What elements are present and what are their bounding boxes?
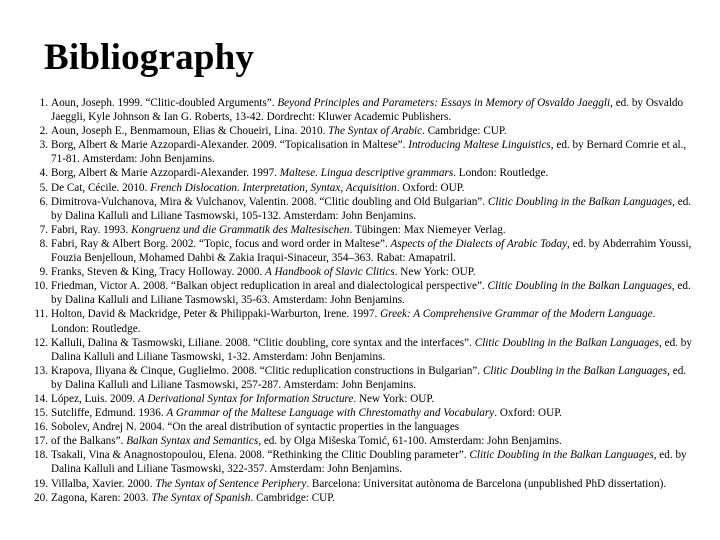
reference-number: 8. — [39, 237, 48, 250]
reference-item — [20, 195, 692, 223]
reference-title: The Syntax of Sentence Periphery — [155, 477, 307, 490]
reference-title: Clitic Doubling in the Balkan Languages — [482, 364, 668, 377]
reference-text: , ed. by Osvaldo Jaeggli, Kyle Johnson & Ian G. Roberts, 13-42. Dordrecht: Kluwer Academic Publishers. — [51, 97, 684, 124]
reference-item — [20, 307, 692, 335]
reference-text: , ed. by Abderrahim Youssi, Fouzia Benjelloun, Mohamed Dahbi & Zakia Iraqui-Sinaceur, 354–363. Rabat: Amapatril. — [51, 237, 692, 265]
reference-number: 14. — [34, 392, 48, 405]
reference-item — [20, 279, 692, 307]
reference-list — [20, 96, 692, 505]
reference-text: of the Balkans”. — [51, 435, 127, 448]
reference-number: 11. — [34, 308, 48, 321]
reference-text: . London: Routledge. — [453, 167, 549, 180]
reference-title: A Derivational Syntax for Information Structure — [138, 392, 354, 405]
reference-item — [20, 434, 692, 448]
reference-text: , ed. by Dalina Kalluli and Liliane Tasmowski, 1-32. Amsterdam: John Benjamins. — [51, 336, 692, 363]
reference-title: Clitic Doubling in the Balkan Languages — [469, 449, 654, 462]
reference-number: 4. — [39, 167, 48, 180]
reference-item — [20, 265, 692, 279]
reference-number: 13. — [34, 364, 48, 377]
reference-text: Sobolev, Andrej N. 2004. “On the areal distribution of syntactic properties in the languages — [51, 421, 460, 434]
reference-item — [20, 124, 692, 138]
page-title: Bibliography — [44, 37, 255, 78]
reference-text: Fabri, Ray & Albert Borg. 2002. “Topic, focus and word order in Maltese”. — [51, 237, 391, 250]
reference-number: 20. — [34, 491, 48, 504]
reference-text: Franks, Steven & King, Tracy Holloway. 2000. — [51, 266, 266, 279]
reference-text: Borg, Albert & Marie Azzopardi-Alexander. 2009. “Topicalisation in Maltese”. — [51, 139, 409, 152]
reference-text: , ed. by Bernard Comrie et al., 71-81. Amsterdam: John Benjamins. — [51, 139, 687, 166]
reference-title: A Handbook of Slavic Clitics — [265, 266, 395, 279]
reference-title: Maltese. Lingua descriptive grammars — [279, 167, 454, 180]
reference-number: 3. — [39, 139, 48, 152]
reference-item — [20, 336, 692, 364]
reference-item — [20, 166, 692, 180]
reference-title: Beyond Principles and Parameters: Essays in Memory of Osvaldo Jaeggli — [277, 97, 611, 109]
reference-text: Friedman, Victor A. 2008. “Balkan object reduplication in areal and dialectological perspective”. — [51, 280, 488, 293]
reference-number: 5. — [39, 181, 48, 194]
reference-title: Introducing Maltese Linguistics — [408, 139, 551, 152]
reference-text: . New York: OUP. — [353, 392, 435, 405]
reference-title: Balkan Syntax and Semantics — [126, 435, 259, 448]
reference-item — [20, 237, 692, 265]
reference-number: 19. — [34, 477, 48, 490]
reference-text: . Tübingen: Max Niemeyer Verlag. — [349, 223, 506, 236]
reference-number: 10. — [34, 280, 48, 293]
reference-number: 12. — [34, 336, 48, 349]
reference-number: 15. — [34, 407, 48, 420]
reference-text: . Oxford: OUP. — [494, 407, 562, 420]
reference-item — [20, 392, 692, 406]
reference-text: De Cat, Cécile. 2010. — [51, 181, 151, 194]
reference-text: , ed. by Dalina Kalluli and Liliane Tasmowski, 257-287. Amsterdam: John Benjamins. — [51, 364, 687, 391]
reference-number: 1. — [39, 97, 48, 109]
reference-number: 18. — [34, 449, 48, 462]
reference-title: Clitic Doubling in the Balkan Languages — [487, 280, 672, 293]
reference-text: . New York: OUP. — [394, 266, 476, 279]
reference-item — [20, 181, 692, 195]
reference-text: Aoun, Joseph E., Benmamoun, Elias & Choueiri, Lina. 2010. — [51, 125, 329, 138]
reference-title: French Dislocation. Interpretation, Syntax, Acquisition — [150, 181, 397, 194]
reference-text: , ed. by Dalina Kalluli and Liliane Tasmowski, 322-357. Amsterdam: John Benjamins. — [51, 449, 687, 476]
reference-text: . Oxford: OUP. — [396, 181, 465, 194]
reference-title: Clitic Doubling in the Balkan Languages — [487, 195, 673, 208]
reference-title: Greek: A Comprehensive Grammar of the Modern Language — [380, 308, 653, 321]
reference-item — [20, 406, 692, 420]
reference-text: . London: Routledge. — [51, 308, 656, 335]
reference-text: , ed. by Olga Mišeska Tomić, 61-100. Amsterdam: John Benjamins. — [258, 435, 562, 448]
reference-item — [20, 364, 692, 392]
reference-text: Aoun, Joseph. 1999. “Clitic-doubled Arguments”. — [51, 97, 278, 109]
reference-item — [20, 96, 692, 124]
reference-text: Fabri, Ray. 1993. — [51, 223, 132, 236]
reference-text: López, Luis. 2009. — [51, 392, 138, 405]
reference-number: 7. — [39, 223, 48, 236]
reference-text: Kalluli, Dalina & Tasmowski, Liliane. 2008. “Clitic doubling, core syntax and the interfaces”. — [51, 336, 475, 349]
reference-number: 17. — [34, 435, 48, 448]
reference-text: Holton, David & Mackridge, Peter & Philippaki-Warburton, Irene. 1997. — [51, 308, 381, 321]
reference-text: , ed. by Dalina Kalluli and Liliane Tasmowski, 105-132. Amsterdam: John Benjamins. — [51, 195, 692, 222]
reference-text: . Cambridge: CUP. — [250, 491, 336, 504]
reference-number: 2. — [39, 125, 48, 138]
reference-text: . Barcelona: Universitat autònoma de Barcelona (unpublished PhD dissertation). — [306, 477, 667, 490]
reference-text: , ed. by Dalina Kalluli and Liliane Tasmowski, 35-63. Amsterdam: John Benjamins. — [51, 280, 691, 307]
reference-number: 6. — [39, 195, 48, 208]
reference-title: A Grammar of the Maltese Language with Chrestomathy and Vocabulary — [166, 407, 495, 420]
reference-text: . Cambridge: CUP. — [422, 125, 507, 138]
reference-title: Kongruenz und die Grammatik des Maltesischen — [131, 223, 350, 236]
reference-text: Sutcliffe, Edmund. 1936. — [51, 407, 167, 420]
reference-text: Borg, Albert & Marie Azzopardi-Alexander. 1997. — [51, 167, 280, 180]
reference-number: 9. — [39, 266, 48, 279]
reference-text: Villalba, Xavier. 2000. — [51, 477, 156, 490]
reference-text: Tsakali, Vina & Anagnostopoulou, Elena. 2008. “Rethinking the Clitic Doubling parameter”. — [51, 449, 470, 462]
reference-item — [20, 223, 692, 237]
reference-title: The Syntax of Spanish — [151, 491, 251, 504]
reference-item — [20, 420, 692, 434]
reference-title: Clitic Doubling in the Balkan Languages — [474, 336, 660, 349]
reference-title: Aspects of the Dialects of Arabic Today — [390, 237, 568, 250]
reference-item — [20, 138, 692, 166]
reference-item — [20, 448, 692, 476]
reference-item — [20, 491, 692, 505]
reference-text: Krapova, Iliyana & Cinque, Guglielmo. 2008. “Clitic reduplication constructions in Bulgarian”. — [51, 364, 483, 377]
reference-item — [20, 477, 692, 491]
reference-text: Dimitrova-Vulchanova, Mira & Vulchanov, Valentin. 2008. “Clitic doubling and Old Bulgarian”. — [51, 195, 488, 208]
reference-number: 16. — [34, 421, 48, 434]
reference-text: Zagona, Karen: 2003. — [51, 491, 152, 504]
reference-title: The Syntax of Arabic — [328, 125, 423, 138]
